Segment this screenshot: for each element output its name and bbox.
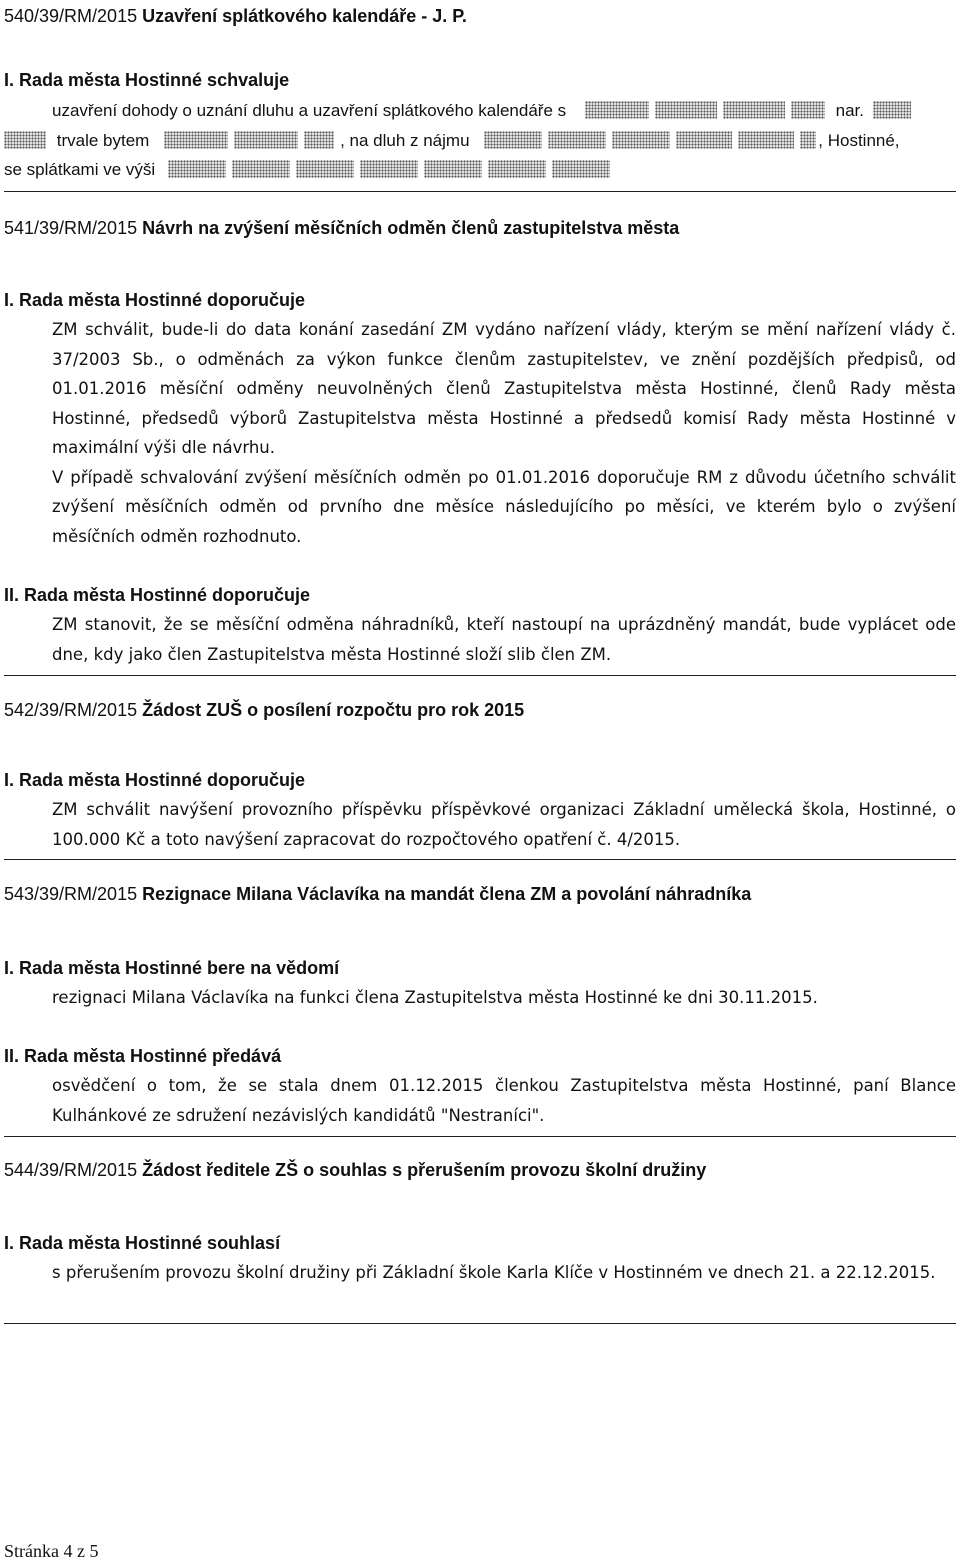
decision-paragraph: s přerušením provozu školní družiny při Základní škole Karla Klíče v Hostinném ve dnech 21. a 22.12.2015. (52, 1263, 936, 1282)
resolution-542-body (4, 768, 956, 858)
decision-text (52, 983, 956, 1013)
resolution-subject: Žádost ZUŠ o posílení rozpočtu pro rok 2015 (142, 700, 525, 720)
resolution-543 (4, 882, 956, 906)
resolution-541-body (4, 288, 956, 673)
decision-paragraph: ZM schválit, bude-li do data konání zasedání ZM vydáno nařízení vlády, kterým se mění nařízení vlády č. 37/2003 Sb., o odměnách za výkon funkce členům zastupitelstev, ve znění pozdějších předpisů, od 01.01.2016 měsíční odměny neuvolněných členů Zastupitelstva města Hostinné, členů Rady města Hostinné, předsedů výborů Zastupitelstva města Hostinné a předsedů komisí Rady města Hostinné v maximální výši dle návrhu. (52, 320, 956, 457)
redacted-block (234, 131, 298, 149)
section-divider (4, 1136, 956, 1137)
decision-paragraph: ZM schválit navýšení provozního příspěvku příspěvkové organizaci Základní umělecká škola, Hostinné, o 100.000 Kč a toto navýšení zapracovat do rozpočtového opatření č. 4/2015. (52, 800, 956, 849)
resolution-number: 542/39/RM/2015 (4, 700, 138, 720)
decision-line-1: uzavření dohody o uznání dluhu a uzavření splátkového kalendáře s (52, 101, 567, 120)
redacted-block (585, 101, 649, 119)
redacted-block (676, 131, 732, 149)
redacted-block (232, 160, 290, 178)
decision-paragraph: ZM stanovit, že se měsíční odměna náhradníků, kteří nastoupí na uprázdněný mandát, bude vyplácet ode dne, kdy jako člen Zastupitelstva města Hostinné složí slib člen ZM. (52, 615, 956, 664)
resolution-544-body (4, 1231, 956, 1321)
resolution-title (4, 1158, 956, 1182)
resolution-title (4, 698, 956, 722)
decision-heading: I. Rada města Hostinné doporučuje (4, 290, 306, 310)
decision-text (52, 315, 956, 551)
redacted-block (424, 160, 482, 178)
redacted-block (655, 101, 717, 119)
resolution-542 (4, 698, 956, 722)
resolution-subject: Návrh na zvýšení měsíčních odměn členů zastupitelstva města (142, 218, 680, 238)
decision-paragraph: V případě schvalování zvýšení měsíčních odměn po 01.01.2016 doporučuje RM z důvodu účetního schválit zvýšení měsíčních odměn od prvního dne měsíce následujícího po měsíci, ve kterém bylo o zvýšení měsíčních odměn rozhodnuto. (52, 467, 956, 546)
resolution-540 (4, 4, 956, 28)
redacted-block (548, 131, 606, 149)
page-number: Stránka 4 z 5 (4, 1541, 99, 1561)
decision-heading: I. Rada města Hostinné schvaluje (4, 70, 290, 90)
redacted-block (488, 160, 546, 178)
decision-text (52, 610, 956, 669)
decision-heading: II. Rada města Hostinné doporučuje (4, 585, 311, 605)
redacted-block (800, 131, 816, 149)
redacted-block (873, 101, 911, 119)
decision-paragraph: osvědčení o tom, že se stala dnem 01.12.2015 členkou Zastupitelstva města Hostinné, paní Blance Kulhánkové ze sdružení nezávislých kandidátů "Nestraníci". (52, 1076, 956, 1125)
resolution-subject: Uzavření splátkového kalendáře - J. P. (142, 6, 467, 26)
resolution-subject: Žádost ředitele ZŠ o souhlas s přerušením provozu školní družiny (142, 1160, 707, 1180)
redacted-block (164, 131, 228, 149)
resolution-540-body (4, 68, 956, 198)
redacted-block (484, 131, 542, 149)
decision-text (4, 96, 956, 185)
redacted-block (4, 131, 46, 149)
redacted-block (723, 101, 785, 119)
section-divider (4, 859, 956, 860)
redacted-block (738, 131, 794, 149)
resolution-title (4, 882, 956, 906)
decision-heading: I. Rada města Hostinné souhlasí (4, 1233, 281, 1253)
resolution-number: 544/39/RM/2015 (4, 1160, 138, 1180)
decision-line-2-b: , na dluh z nájmu (340, 130, 470, 150)
decision-heading: I. Rada města Hostinné doporučuje (4, 770, 306, 790)
redacted-block (612, 131, 670, 149)
redacted-block (304, 131, 334, 149)
decision-line-2-a: trvale bytem (56, 130, 150, 150)
decision-text (52, 1258, 956, 1288)
redacted-block (360, 160, 418, 178)
decision-line-2-end: , Hostinné, (818, 130, 900, 150)
decision-heading: II. Rada města Hostinné předává (4, 1046, 282, 1066)
decision-text (52, 795, 956, 854)
redacted-block (296, 160, 354, 178)
redacted-block (168, 160, 226, 178)
decision-line-3: se splátkami ve výši (4, 160, 156, 179)
resolution-title (4, 4, 956, 28)
resolution-544 (4, 1158, 956, 1182)
decision-text (52, 1071, 956, 1130)
section-divider (4, 1323, 956, 1324)
section-divider (4, 675, 956, 676)
resolution-number: 540/39/RM/2015 (4, 6, 138, 26)
section-divider (4, 191, 956, 192)
resolution-title (4, 216, 956, 240)
redacted-block (552, 160, 610, 178)
resolution-subject: Rezignace Milana Václavíka na mandát člena ZM a povolání náhradníka (142, 884, 752, 904)
decision-line-1-end: nar. (835, 101, 864, 120)
resolution-543-body (4, 956, 956, 1136)
resolution-number: 543/39/RM/2015 (4, 884, 138, 904)
redacted-block (791, 101, 825, 119)
resolution-number: 541/39/RM/2015 (4, 218, 138, 238)
decision-paragraph: rezignaci Milana Václavíka na funkci člena Zastupitelstva města Hostinné ke dni 30.11.2015. (52, 988, 818, 1007)
decision-heading: I. Rada města Hostinné bere na vědomí (4, 958, 340, 978)
resolution-541 (4, 216, 956, 240)
